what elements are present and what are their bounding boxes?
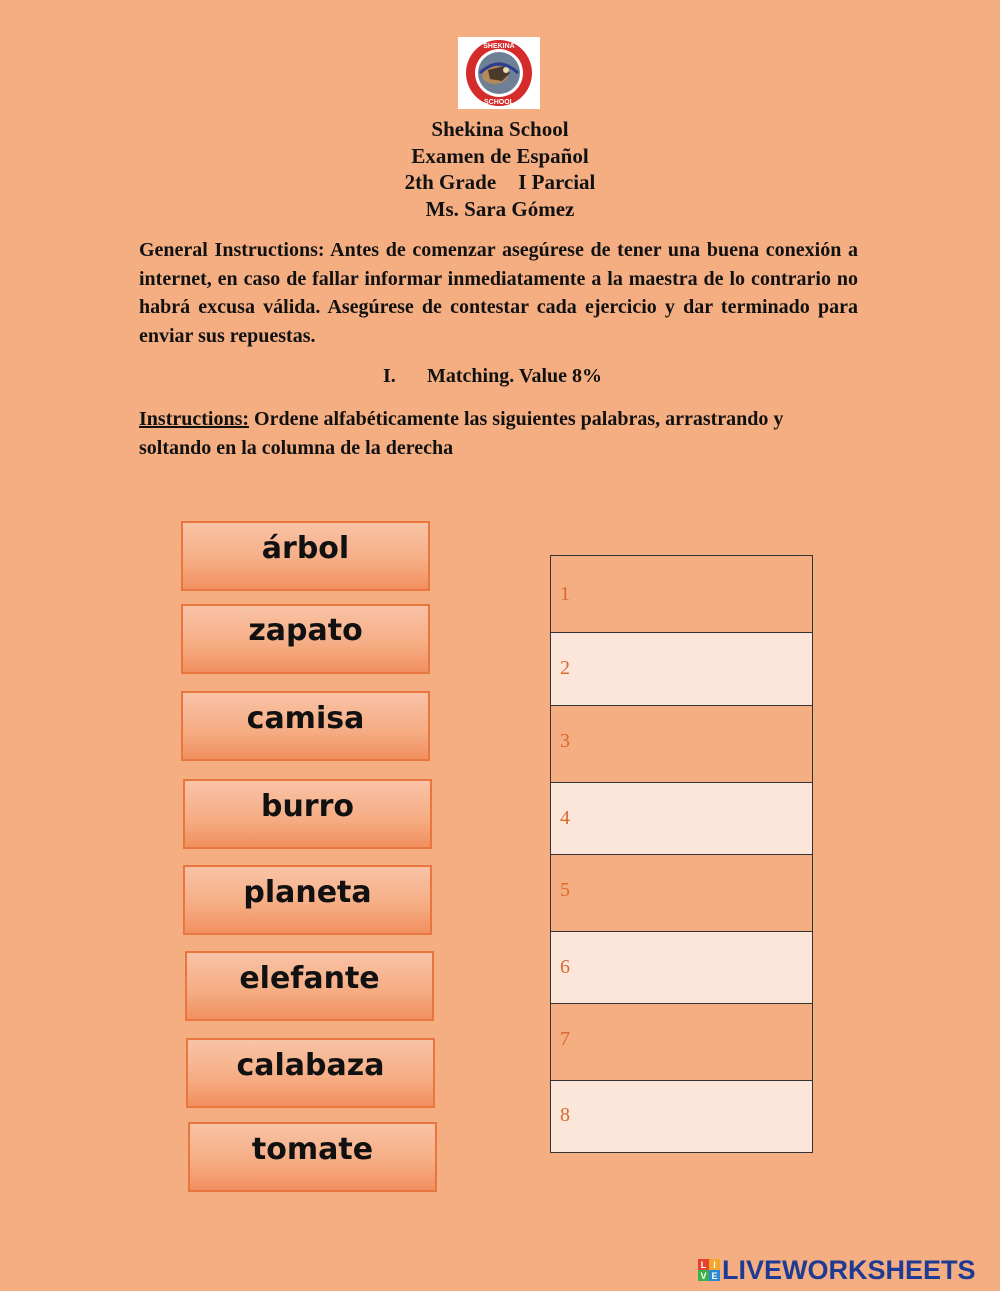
slot-number: 5 (560, 879, 570, 901)
word-tile[interactable]: elefante (185, 951, 434, 1021)
word-tile[interactable]: zapato (181, 604, 430, 674)
general-instructions: General Instructions: Antes de comenzar asegúrese de tener una buena conexión a internet, en caso de fallar informar inmediatamente a la maestra de lo contrario no habrá excusa válida. Asegúrese de contestar cada ejercicio y dar terminado para enviar sus repuestas. (139, 239, 858, 347)
drop-slot[interactable] (551, 1081, 812, 1152)
word-tile[interactable]: camisa (181, 691, 430, 761)
liveworksheets-logo-icon: L I V E (698, 1259, 720, 1281)
word-tile[interactable]: planeta (183, 865, 432, 935)
word-tile[interactable]: calabaza (186, 1038, 435, 1108)
instructions-label: Instructions: (139, 408, 250, 430)
exam-header (0, 116, 1000, 222)
svg-text:SCHOOL: SCHOOL (484, 99, 514, 106)
drop-slot[interactable] (551, 1004, 812, 1081)
slot-number: 3 (560, 730, 570, 752)
drop-slot[interactable] (551, 633, 812, 706)
grade-line (0, 169, 1000, 196)
drop-slot[interactable] (551, 932, 812, 1004)
slot-number: 1 (560, 583, 570, 605)
svg-text:SHEKINA: SHEKINA (483, 43, 515, 50)
school-logo (458, 37, 540, 109)
drop-slot[interactable] (551, 556, 812, 633)
matching-instructions (139, 405, 858, 462)
section-title: Matching. Value 8% (427, 365, 603, 387)
liveworksheets-brand[interactable] (698, 1255, 976, 1285)
slot-number: 7 (560, 1028, 570, 1050)
answer-column (550, 555, 813, 1153)
teacher-name: Ms. Sara Gómez (425, 196, 575, 221)
word-tile[interactable]: burro (183, 779, 432, 849)
exam-title: Examen de Español (411, 143, 589, 168)
slot-number: 2 (560, 657, 570, 679)
brand-text: LIVEWORKSHEETS (722, 1254, 976, 1285)
slot-number: 8 (560, 1104, 570, 1126)
instructions-text: Ordene alfabéticamente las siguientes palabras, arrastrando y soltando en la columna de la derecha (139, 408, 784, 459)
drop-slot[interactable] (551, 855, 812, 932)
section-heading (383, 363, 602, 389)
drop-slot[interactable] (551, 783, 812, 855)
slot-number: 6 (560, 956, 570, 978)
slot-number: 4 (560, 807, 570, 829)
word-tile[interactable]: tomate (188, 1122, 437, 1192)
school-seal-icon (458, 37, 540, 109)
drop-slot[interactable] (551, 706, 812, 783)
word-tile[interactable]: árbol (181, 521, 430, 591)
partial-label: I Parcial (518, 170, 596, 194)
section-number: I. (383, 365, 396, 387)
school-name: Shekina School (431, 117, 569, 141)
grade-label: 2th Grade (404, 170, 497, 194)
